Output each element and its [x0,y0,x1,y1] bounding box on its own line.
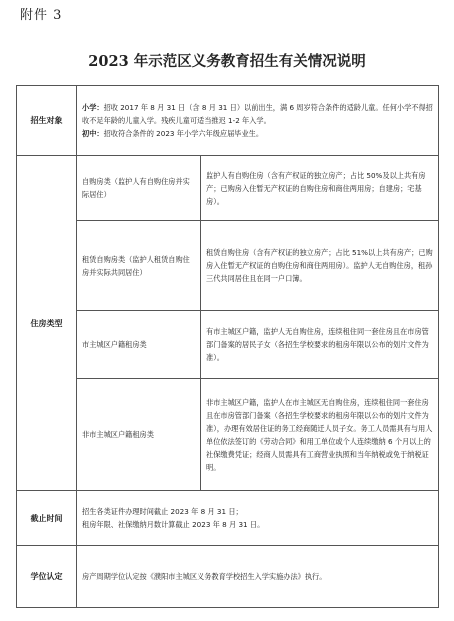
info-table [16,85,439,608]
primary-school-text [82,101,433,127]
housing-type-desc: 监护人有自购住房（含有产权证的独立房产；占比 50%及以上共有房产；已购房入住暂无产权证的自购住房和商住两用房；自建房；宅基房）。 [201,156,439,221]
table-row-housing-2 [17,221,439,311]
row-label-degree: 学位认定 [17,546,77,608]
row-label-deadline: 截止时间 [17,491,77,546]
junior-school-text [82,127,433,140]
housing-type-desc: 非市主城区户籍，监护人在市主城区无自购住房，连续租住同一套住房且在市房管部门备案（各招生学校要求的租房年限以公布的划片文件为准），办理有效居住证的务工经商随迁人员子女。务工人员需具有与用人单位依法签订的《劳动合同》和用工单位或个人连续缴纳 6 个月以上的社保缴费凭证；经商人员需具有工商营业执照和当年纳税或免于纳税证明。 [201,379,439,491]
housing-type-desc: 租赁自购住房（含有产权证的独立房产；占比 51%以上共有房产；已购房入住暂无产权证的自购住房和商住两用房）。监护人无自购住房，租孙三代共同居住且在同一户口簿。 [201,221,439,311]
page-title: 2023 年示范区义务教育招生有关情况说明 [88,53,366,70]
table-row-degree [17,546,439,608]
housing-type-name: 租赁自购房类（监护人租赁自购住房并实际共同居住） [77,221,201,311]
table-row-enrollment [17,86,439,156]
table-row-housing-1 [17,156,439,221]
row-label-enrollment: 招生对象 [17,86,77,156]
junior-body: 招收符合条件的 2023 年小学六年级应届毕业生。 [103,129,264,138]
enrollment-content [77,86,439,156]
deadline-content [77,491,439,546]
table-row-housing-4 [17,379,439,491]
deadline-line-2: 租房年限、社保缴纳月数计算截止 2023 年 8 月 31 日。 [82,520,265,529]
housing-type-name: 非市主城区户籍租房类 [77,379,201,491]
row-label-housing: 住房类型 [17,156,77,491]
degree-content: 房产周期学位认定按《濮阳市主城区义务教育学校招生入学实施办法》执行。 [77,546,439,608]
attachment-label: 附件 3 [20,8,63,23]
table-row-housing-3 [17,311,439,379]
primary-prefix: 小学： [82,103,104,112]
primary-body: 招收 2017 年 8 月 31 日（含 8 月 31 日）以前出生，满 6 周岁符合条件的适龄儿童。任何小学不得招收不足年龄的儿童入学。残疾儿童可适当推迟 1-2 年入学。 [82,103,433,125]
table-row-deadline [17,491,439,546]
housing-type-name: 自购房类（监护人有自购住房并实际居住） [77,156,201,221]
deadline-line-1: 招生各类证件办理时间截止 2023 年 8 月 31 日； [82,507,243,516]
housing-type-desc: 有市主城区户籍，监护人无自购住房，连续租住同一套住房且在市房管部门备案的居民子女（各招生学校要求的租房年限以公布的划片文件为准）。 [201,311,439,379]
housing-type-name: 市主城区户籍租房类 [77,311,201,379]
junior-prefix: 初中： [82,129,104,138]
